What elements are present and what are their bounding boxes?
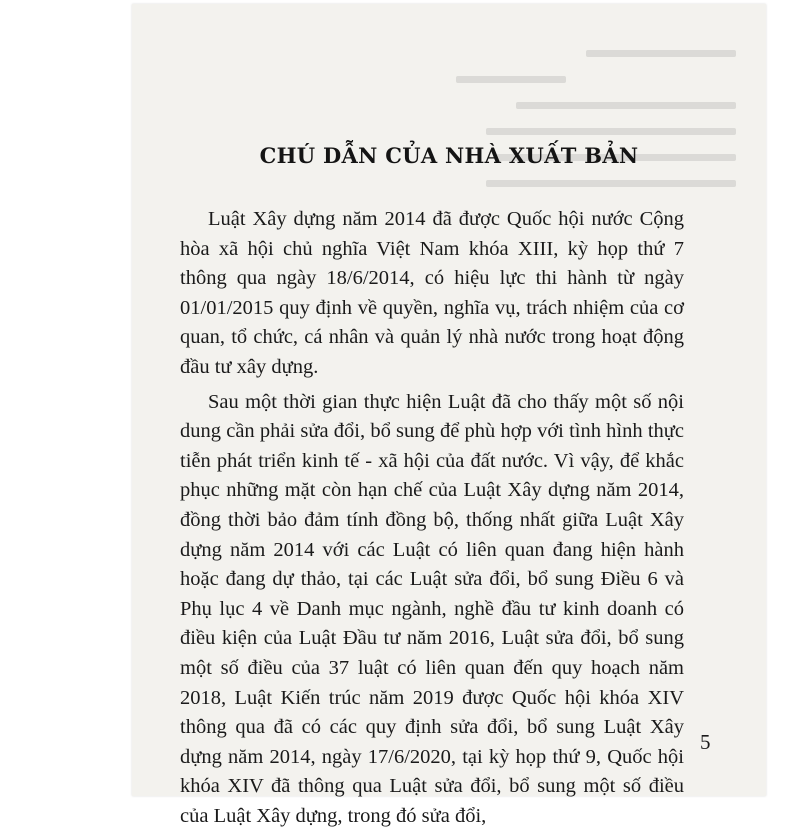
paragraph: Luật Xây dựng năm 2014 đã được Quốc hội nước Cộng hòa xã hội chủ nghĩa Việt Nam khóa XIII, kỳ họp thứ 7 thông qua ngày 18/6/2014, có hiệu lực thi hành từ ngày 01/01/2015 quy định về quyền, nghĩa vụ, trách nhiệm của cơ quan, tổ chức, cá nhân và quản lý nhà nước trong hoạt động đầu tư xây dựng.: [180, 208, 684, 378]
show-through-line: [586, 50, 736, 57]
show-through-line: [486, 180, 736, 187]
show-through-line: [516, 102, 736, 109]
show-through-line: [486, 128, 736, 135]
page-title: CHÚ DẪN CỦA NHÀ XUẤT BẢN: [259, 143, 639, 168]
book-page: [132, 4, 766, 827]
paragraph: Sau một thời gian thực hiện Luật đã cho thấy một số nội dung cần phải sửa đổi, bổ sung để phù hợp với tình hình thực tiễn phát triển kinh tế - xã hội của đất nước. Vì vậy, để khắc phục những mặt còn hạn chế của Luật Xây dựng năm 2014, đồng thời bảo đảm tính đồng bộ, thống nhất giữa Luật Xây dựng năm 2014 với các Luật có liên quan đang hiện hành hoặc đang dự thảo, tại các Luật sửa đổi, bổ sung Điều 6 và Phụ lục 4 về Danh mục ngành, nghề đầu tư kinh doanh có điều kiện của Luật Đầu tư năm 2016, Luật sửa đổi, bổ sung một số điều của 37 luật có liên quan đến quy hoạch năm 2018, Luật Kiến trúc năm 2019 được Quốc hội khóa XIV thông qua đã có các quy định sửa đổi, bổ sung Luật Xây dựng năm 2014, ngày 17/6/2020, tại kỳ họp thứ 9, Quốc hội khóa XIV đã thông qua Luật sửa đổi, bổ sung một số điều của Luật Xây dựng, trong đó sửa đổi,: [180, 390, 684, 827]
show-through-line: [456, 76, 566, 83]
body-text: [180, 205, 684, 836]
page-number: 5: [700, 730, 711, 754]
